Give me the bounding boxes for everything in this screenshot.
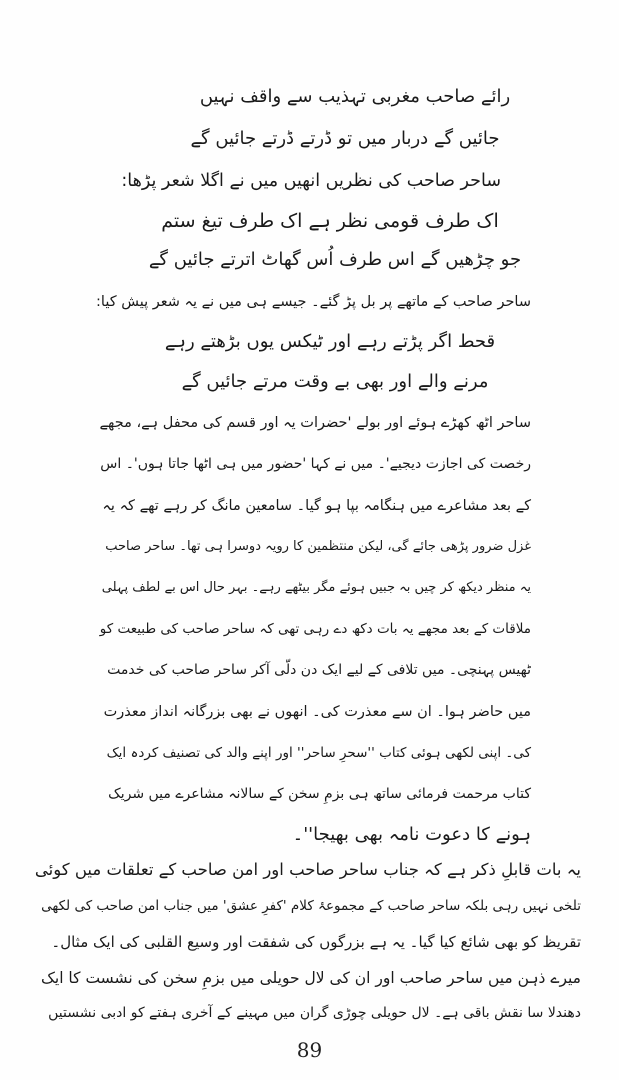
- text-line-6: ساحر صاحب کے ماتھے پر بل پڑ گئے۔ جیسے ہی میں نے یہ شعر پیش کیا:: [96, 294, 531, 310]
- wide-line-4: میرے ذہن میں ساحر صاحب اور ان کی لال حویلی میں بزمِ سخن کی نشست کا ایک: [41, 969, 581, 987]
- poem-line-1: رائے صاحب مغربی تہذیب سے واقف نہیں: [199, 86, 511, 107]
- prose-line-2: رخصت کی اجازت دیجیے'۔ میں نے کہا 'حضور میں ہی اٹھا جاتا ہوں'۔ اس: [100, 456, 531, 472]
- poem-line-7: قحط اگر پڑتے رہے اور ٹیکس یوں بڑھتے رہے: [164, 331, 496, 352]
- prose-line-8: میں حاضر ہوا۔ ان سے معذرت کی۔ انھوں نے بھی بزرگانہ انداز معذرت: [103, 704, 531, 720]
- wide-line-1: یہ بات قابلِ ذکر ہے کہ جناب ساحر صاحب اور امن صاحب کے تعلقات میں کوئی: [34, 860, 581, 879]
- poem-line-4: اک طرف قومی نظر ہے اک طرف تیغ ستم: [161, 210, 499, 232]
- prose-line-7: ٹھیس پہنچی۔ میں تلافی کے لیے ایک دن دلّی آکر ساحر صاحب کی خدمت: [107, 662, 531, 678]
- prose-line-9: کی۔ اپنی لکھی ہوئی کتاب ''سحرِ ساحر'' اور اپنے والد کی تصنیف کردہ ایک: [106, 745, 531, 761]
- wide-line-2: تلخی نہیں رہی بلکہ ساحر صاحب کے مجموعۂ کلام 'کفرِ عشق' میں جناب امن صاحب کی لکھی: [41, 898, 581, 914]
- wide-line-5: دھندلا سا نقش باقی ہے۔ لال حویلی چوڑی گران میں مہینے کے آخری ہفتے کو ادبی نشستیں: [48, 1005, 581, 1021]
- prose-line-4: غزل ضرور پڑھی جائے گی، لیکن منتظمین کا رویہ دوسرا ہی تھا۔ ساحر صاحب: [105, 539, 531, 554]
- prose-line-5: یہ منظر دیکھ کر چیں بہ جبیں ہوئے مگر بیٹھے رہے۔ بہر حال اس بے لطف پہلی: [101, 580, 531, 595]
- prose-line-10: کتاب مرحمت فرمائی ساتھ ہی بزمِ سخن کے سالانہ مشاعرے میں شریک: [108, 786, 531, 802]
- prose-line-11: ہونے کا دعوت نامہ بھی بھیجا''۔: [292, 824, 531, 845]
- prose-line-3: کے بعد مشاعرے میں ہنگامہ بپا ہو گیا۔ سامعین مانگ کر رہے تھے کہ یہ: [102, 498, 531, 514]
- prose-line-1: ساحر اٹھ کھڑے ہوئے اور بولے 'حضرات یہ اور قسم کی محفل ہے، مجھے: [99, 415, 531, 431]
- poem-line-8: مرنے والے اور بھی بے وقت مرتے جائیں گے: [181, 371, 489, 392]
- prose-line-6: ملاقات کے بعد مجھے یہ بات دکھ دے رہی تھی کہ ساحر صاحب کی طبیعت کو: [99, 621, 531, 637]
- poem-line-5: جو چڑھیں گے اس طرف اُس گھاٹ اترتے جائیں گے: [148, 249, 522, 270]
- text-line-3: ساحر صاحب کی نظریں انھیں میں نے اگلا شعر پڑھا:: [121, 171, 501, 191]
- wide-line-3: تقریظ کو بھی شائع کیا گیا۔ یہ ہے بزرگوں کی شفقت اور وسیع القلبی کی ایک مثال۔: [51, 933, 581, 951]
- page-number: 89: [296, 1038, 323, 1062]
- poem-line-2: جائیں گے دربار میں تو ڈرتے ڈرتے جائیں گے: [190, 128, 500, 149]
